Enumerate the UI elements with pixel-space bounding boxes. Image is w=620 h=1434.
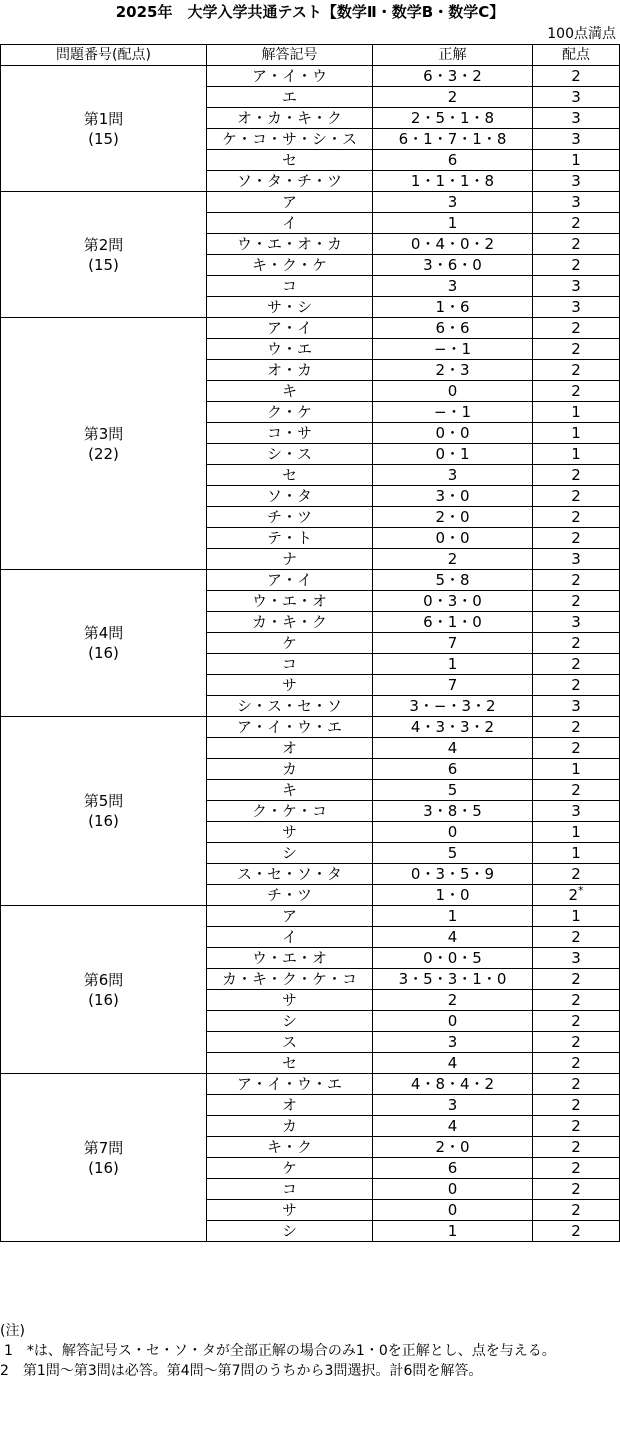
- answer-symbol-cell: オ・カ・キ・ク: [207, 108, 373, 129]
- answer-symbol-cell: セ: [207, 1053, 373, 1074]
- header-row: [1, 45, 620, 66]
- points-cell: [533, 276, 620, 297]
- points-value: 3: [571, 550, 581, 568]
- correct-answer-cell: 2: [373, 87, 533, 108]
- correct-answer-cell: 6: [373, 150, 533, 171]
- points-cell: [533, 1137, 620, 1158]
- correct-answer-cell: 0: [373, 822, 533, 843]
- points-value: 2: [571, 718, 581, 736]
- header-question: 問題番号(配点): [1, 45, 207, 66]
- answer-symbol-cell: オ: [207, 738, 373, 759]
- points-value: 3: [571, 802, 581, 820]
- answer-symbol-cell: イ: [207, 213, 373, 234]
- points-value: 2: [571, 214, 581, 232]
- correct-answer-cell: 4: [373, 927, 533, 948]
- correct-answer-cell: 0: [373, 1011, 533, 1032]
- points-cell: [533, 360, 620, 381]
- points-value: 2: [571, 1012, 581, 1030]
- correct-answer-cell: 4・8・4・2: [373, 1074, 533, 1095]
- answer-symbol-cell: コ・サ: [207, 423, 373, 444]
- points-value: 3: [571, 697, 581, 715]
- points-value: 2: [571, 1180, 581, 1198]
- correct-answer-cell: 2・5・1・8: [373, 108, 533, 129]
- correct-answer-cell: 3・−・3・2: [373, 696, 533, 717]
- points-value: 2: [568, 886, 579, 904]
- points-value: 2: [571, 508, 581, 526]
- answer-symbol-cell: ア・イ・ウ: [207, 66, 373, 87]
- answer-symbol-cell: ナ: [207, 549, 373, 570]
- answer-symbol-cell: カ: [207, 1116, 373, 1137]
- answer-symbol-cell: コ: [207, 276, 373, 297]
- question-number: 第5問: [83, 792, 124, 810]
- points-value: 2: [571, 67, 581, 85]
- points-cell: [533, 507, 620, 528]
- points-value: 2: [571, 1159, 581, 1177]
- correct-answer-cell: 2: [373, 990, 533, 1011]
- points-value: 2: [571, 319, 581, 337]
- points-cell: [533, 675, 620, 696]
- correct-answer-cell: 3・0: [373, 486, 533, 507]
- correct-answer-cell: 3: [373, 1095, 533, 1116]
- points-cell: [533, 738, 620, 759]
- answer-symbol-cell: サ・シ: [207, 297, 373, 318]
- answer-symbol-cell: オ: [207, 1095, 373, 1116]
- answer-symbol-cell: チ・ツ: [207, 885, 373, 906]
- correct-answer-cell: 0: [373, 1179, 533, 1200]
- notes-heading: (注): [0, 1323, 25, 1339]
- points-value: 2: [571, 466, 581, 484]
- correct-answer-cell: 0・0: [373, 423, 533, 444]
- points-cell: [533, 801, 620, 822]
- points-value: 2: [571, 991, 581, 1009]
- points-cell: [533, 1011, 620, 1032]
- points-cell: [533, 129, 620, 150]
- points-cell: [533, 843, 620, 864]
- points-cell: [533, 885, 620, 906]
- answer-symbol-cell: オ・カ: [207, 360, 373, 381]
- points-value: 2: [571, 676, 581, 694]
- points-cell: [533, 297, 620, 318]
- correct-answer-cell: 6・3・2: [373, 66, 533, 87]
- points-cell: [533, 969, 620, 990]
- answer-symbol-cell: テ・ト: [207, 528, 373, 549]
- correct-answer-cell: −・1: [373, 402, 533, 423]
- question-cell: [1, 192, 207, 318]
- points-cell: [533, 1116, 620, 1137]
- question-points: (16): [88, 990, 119, 1009]
- points-value: 2: [571, 1096, 581, 1114]
- answer-symbol-cell: チ・ツ: [207, 507, 373, 528]
- points-cell: [533, 66, 620, 87]
- points-value: 3: [571, 949, 581, 967]
- points-cell: [533, 633, 620, 654]
- table-row: [1, 66, 620, 87]
- points-value: 2: [571, 1201, 581, 1219]
- points-cell: [533, 822, 620, 843]
- points-value: 2: [571, 1117, 581, 1135]
- correct-answer-cell: 6・6: [373, 318, 533, 339]
- points-value: 2: [571, 1222, 581, 1240]
- question-points: (16): [88, 812, 119, 830]
- answer-symbol-cell: ア・イ・ウ・エ: [207, 1074, 373, 1095]
- correct-answer-cell: 0・4・0・2: [373, 234, 533, 255]
- answer-symbol-cell: シ: [207, 1221, 373, 1242]
- answer-symbol-cell: サ: [207, 822, 373, 843]
- correct-answer-cell: 0: [373, 1200, 533, 1221]
- points-value: 2: [571, 382, 581, 400]
- table-row: [1, 906, 620, 927]
- answer-symbol-cell: カ・キ・ク・ケ・コ: [207, 969, 373, 990]
- points-value: 1: [571, 403, 581, 421]
- correct-answer-cell: 6・1・7・1・8: [373, 129, 533, 150]
- points-cell: [533, 1095, 620, 1116]
- answer-symbol-cell: サ: [207, 675, 373, 696]
- note-item: 2 第1問〜第3問は必答。第4問〜第7問のうちから3問選択。計6問を解答。: [0, 1363, 483, 1379]
- points-value: 2: [571, 655, 581, 673]
- points-value: 2: [571, 634, 581, 652]
- question-cell: [1, 906, 207, 1074]
- correct-answer-cell: 0・0: [373, 528, 533, 549]
- answer-symbol-cell: カ: [207, 759, 373, 780]
- correct-answer-cell: 1: [373, 906, 533, 927]
- correct-answer-cell: 3・5・3・1・0: [373, 969, 533, 990]
- question-points: (16): [88, 644, 119, 662]
- answer-symbol-cell: ソ・タ・チ・ツ: [207, 171, 373, 192]
- points-cell: [533, 108, 620, 129]
- points-value: 2: [571, 1033, 581, 1051]
- points-cell: [533, 570, 620, 591]
- points-cell: [533, 234, 620, 255]
- answer-symbol-cell: ク・ケ: [207, 402, 373, 423]
- question-number: 第4問: [83, 624, 124, 642]
- points-cell: [533, 948, 620, 969]
- correct-answer-cell: 3: [373, 192, 533, 213]
- correct-answer-cell: 1・6: [373, 297, 533, 318]
- points-cell: [533, 486, 620, 507]
- answer-symbol-cell: ア・イ: [207, 570, 373, 591]
- correct-answer-cell: 5: [373, 843, 533, 864]
- correct-answer-cell: 1・1・1・8: [373, 171, 533, 192]
- answer-symbol-cell: セ: [207, 150, 373, 171]
- correct-answer-cell: 0・3・5・9: [373, 864, 533, 885]
- correct-answer-cell: 6・1・0: [373, 612, 533, 633]
- points-value: 3: [571, 193, 581, 211]
- answer-symbol-cell: ア: [207, 906, 373, 927]
- points-value: 2: [571, 928, 581, 946]
- answer-symbol-cell: ア: [207, 192, 373, 213]
- points-value: 1: [571, 445, 581, 463]
- points-value: 1: [571, 151, 581, 169]
- points-cell: [533, 696, 620, 717]
- correct-answer-cell: 2・3: [373, 360, 533, 381]
- answer-symbol-cell: ア・イ・ウ・エ: [207, 717, 373, 738]
- points-cell: [533, 318, 620, 339]
- header-answer-symbol: 解答記号: [207, 45, 373, 66]
- points-cell: [533, 1158, 620, 1179]
- points-value: 3: [571, 298, 581, 316]
- points-cell: [533, 339, 620, 360]
- correct-answer-cell: 1: [373, 213, 533, 234]
- answer-symbol-cell: シ: [207, 1011, 373, 1032]
- answer-symbol-cell: イ: [207, 927, 373, 948]
- answer-symbol-cell: ケ: [207, 1158, 373, 1179]
- correct-answer-cell: 6: [373, 1158, 533, 1179]
- points-value: 3: [571, 277, 581, 295]
- correct-answer-cell: 1: [373, 1221, 533, 1242]
- question-number: 第3問: [83, 424, 124, 443]
- answer-symbol-cell: ウ・エ・オ: [207, 948, 373, 969]
- points-value: 3: [571, 613, 581, 631]
- question-cell: [1, 717, 207, 906]
- question-cell: [1, 318, 207, 570]
- points-cell: [533, 717, 620, 738]
- points-cell: [533, 255, 620, 276]
- points-value: 2: [571, 529, 581, 547]
- points-cell: [533, 1200, 620, 1221]
- points-cell: [533, 549, 620, 570]
- table-row: [1, 717, 620, 738]
- points-cell: [533, 192, 620, 213]
- points-cell: [533, 171, 620, 192]
- correct-answer-cell: 2・0: [373, 507, 533, 528]
- points-value: 1: [571, 823, 581, 841]
- correct-answer-cell: 3: [373, 276, 533, 297]
- points-cell: [533, 1221, 620, 1242]
- correct-answer-cell: 7: [373, 675, 533, 696]
- points-value: 2: [571, 1138, 581, 1156]
- question-cell: [1, 1074, 207, 1242]
- points-cell: [533, 780, 620, 801]
- asterisk-mark: *: [578, 884, 584, 897]
- correct-answer-cell: 3: [373, 465, 533, 486]
- page-title: 2025年 大学入学共通テスト【数学Ⅱ・数学B・数学C】: [115, 3, 505, 21]
- points-value: 2: [571, 739, 581, 757]
- correct-answer-cell: 0・3・0: [373, 591, 533, 612]
- correct-answer-cell: 0・1: [373, 444, 533, 465]
- answer-symbol-cell: エ: [207, 87, 373, 108]
- points-value: 2: [571, 592, 581, 610]
- points-cell: [533, 1179, 620, 1200]
- question-points: (15): [88, 255, 119, 274]
- points-value: 2: [571, 487, 581, 505]
- points-cell: [533, 1074, 620, 1095]
- points-value: 2: [571, 361, 581, 379]
- points-value: 3: [571, 172, 581, 190]
- answer-symbol-cell: コ: [207, 654, 373, 675]
- correct-answer-cell: 5: [373, 780, 533, 801]
- points-cell: [533, 1053, 620, 1074]
- points-value: 1: [571, 424, 581, 442]
- table-row: [1, 192, 620, 213]
- points-value: 2: [571, 1075, 581, 1093]
- question-number: 第2問: [83, 235, 124, 254]
- answer-symbol-cell: セ: [207, 465, 373, 486]
- answer-symbol-cell: ス・セ・ソ・タ: [207, 864, 373, 885]
- answer-symbol-cell: ウ・エ・オ・カ: [207, 234, 373, 255]
- correct-answer-cell: 3・8・5: [373, 801, 533, 822]
- points-value: 2: [571, 781, 581, 799]
- points-cell: [533, 87, 620, 108]
- correct-answer-cell: 2: [373, 549, 533, 570]
- correct-answer-cell: 4: [373, 738, 533, 759]
- points-cell: [533, 759, 620, 780]
- points-cell: [533, 654, 620, 675]
- answer-symbol-cell: ケ: [207, 633, 373, 654]
- correct-answer-cell: 3: [373, 1032, 533, 1053]
- answer-symbol-cell: コ: [207, 1179, 373, 1200]
- question-points: (15): [88, 129, 119, 148]
- answer-symbol-cell: ス: [207, 1032, 373, 1053]
- correct-answer-cell: 3・6・0: [373, 255, 533, 276]
- header-points: 配点: [533, 45, 620, 66]
- question-number: 第7問: [83, 1138, 124, 1157]
- answer-symbol-cell: ウ・エ: [207, 339, 373, 360]
- points-value: 2: [571, 571, 581, 589]
- notes: [0, 1321, 620, 1381]
- correct-answer-cell: 0・0・5: [373, 948, 533, 969]
- points-value: 3: [571, 130, 581, 148]
- points-cell: [533, 381, 620, 402]
- correct-answer-cell: 6: [373, 759, 533, 780]
- answer-symbol-cell: ウ・エ・オ: [207, 591, 373, 612]
- correct-answer-cell: −・1: [373, 339, 533, 360]
- question-number: 第6問: [83, 970, 124, 989]
- points-cell: [533, 612, 620, 633]
- answer-symbol-cell: ケ・コ・サ・シ・ス: [207, 129, 373, 150]
- question-points: (22): [88, 444, 119, 463]
- note-item: 1 *は、解答記号ス・セ・ソ・タが全部正解の場合のみ1・0を正解とし、点を与える。: [4, 1343, 556, 1359]
- correct-answer-cell: 1・0: [373, 885, 533, 906]
- points-cell: [533, 423, 620, 444]
- points-cell: [533, 1032, 620, 1053]
- points-cell: [533, 213, 620, 234]
- answer-symbol-cell: キ・ク・ケ: [207, 255, 373, 276]
- points-cell: [533, 528, 620, 549]
- points-value: 2: [571, 340, 581, 358]
- points-value: 3: [571, 88, 581, 106]
- answer-symbol-cell: サ: [207, 1200, 373, 1221]
- correct-answer-cell: 4: [373, 1116, 533, 1137]
- points-cell: [533, 927, 620, 948]
- correct-answer-cell: 5・8: [373, 570, 533, 591]
- points-value: 1: [571, 760, 581, 778]
- table-row: [1, 1074, 620, 1095]
- points-value: 3: [571, 109, 581, 127]
- correct-answer-cell: 4・3・3・2: [373, 717, 533, 738]
- points-cell: [533, 150, 620, 171]
- table-row: [1, 318, 620, 339]
- answer-symbol-cell: キ: [207, 780, 373, 801]
- points-cell: [533, 990, 620, 1011]
- points-value: 2: [571, 256, 581, 274]
- points-cell: [533, 465, 620, 486]
- correct-answer-cell: 0: [373, 381, 533, 402]
- answer-symbol-cell: シ: [207, 843, 373, 864]
- answer-symbol-cell: キ・ク: [207, 1137, 373, 1158]
- points-cell: [533, 444, 620, 465]
- answer-symbol-cell: ソ・タ: [207, 486, 373, 507]
- answer-symbol-cell: ク・ケ・コ: [207, 801, 373, 822]
- answer-symbol-cell: カ・キ・ク: [207, 612, 373, 633]
- correct-answer-cell: 4: [373, 1053, 533, 1074]
- points-value: 2: [571, 1054, 581, 1072]
- points-cell: [533, 591, 620, 612]
- points-cell: [533, 864, 620, 885]
- correct-answer-cell: 2・0: [373, 1137, 533, 1158]
- answer-symbol-cell: サ: [207, 990, 373, 1011]
- points-value: 1: [571, 844, 581, 862]
- points-value: 2: [571, 865, 581, 883]
- correct-answer-cell: 7: [373, 633, 533, 654]
- correct-answer-cell: 1: [373, 654, 533, 675]
- points-value: 2: [571, 970, 581, 988]
- question-cell: [1, 570, 207, 717]
- answer-symbol-cell: シ・ス・セ・ソ: [207, 696, 373, 717]
- points-cell: [533, 402, 620, 423]
- answer-table: [0, 44, 620, 1242]
- answer-symbol-cell: ア・イ: [207, 318, 373, 339]
- table-row: [1, 570, 620, 591]
- header-correct: 正解: [373, 45, 533, 66]
- question-number: 第1問: [83, 109, 124, 128]
- question-cell: [1, 66, 207, 192]
- answer-symbol-cell: キ: [207, 381, 373, 402]
- points-value: 1: [571, 907, 581, 925]
- points-cell: [533, 906, 620, 927]
- question-points: (16): [88, 1158, 119, 1177]
- points-value: 2: [571, 235, 581, 253]
- full-marks-label: 100点満点: [547, 26, 616, 42]
- answer-table-body: [1, 66, 620, 1242]
- answer-symbol-cell: シ・ス: [207, 444, 373, 465]
